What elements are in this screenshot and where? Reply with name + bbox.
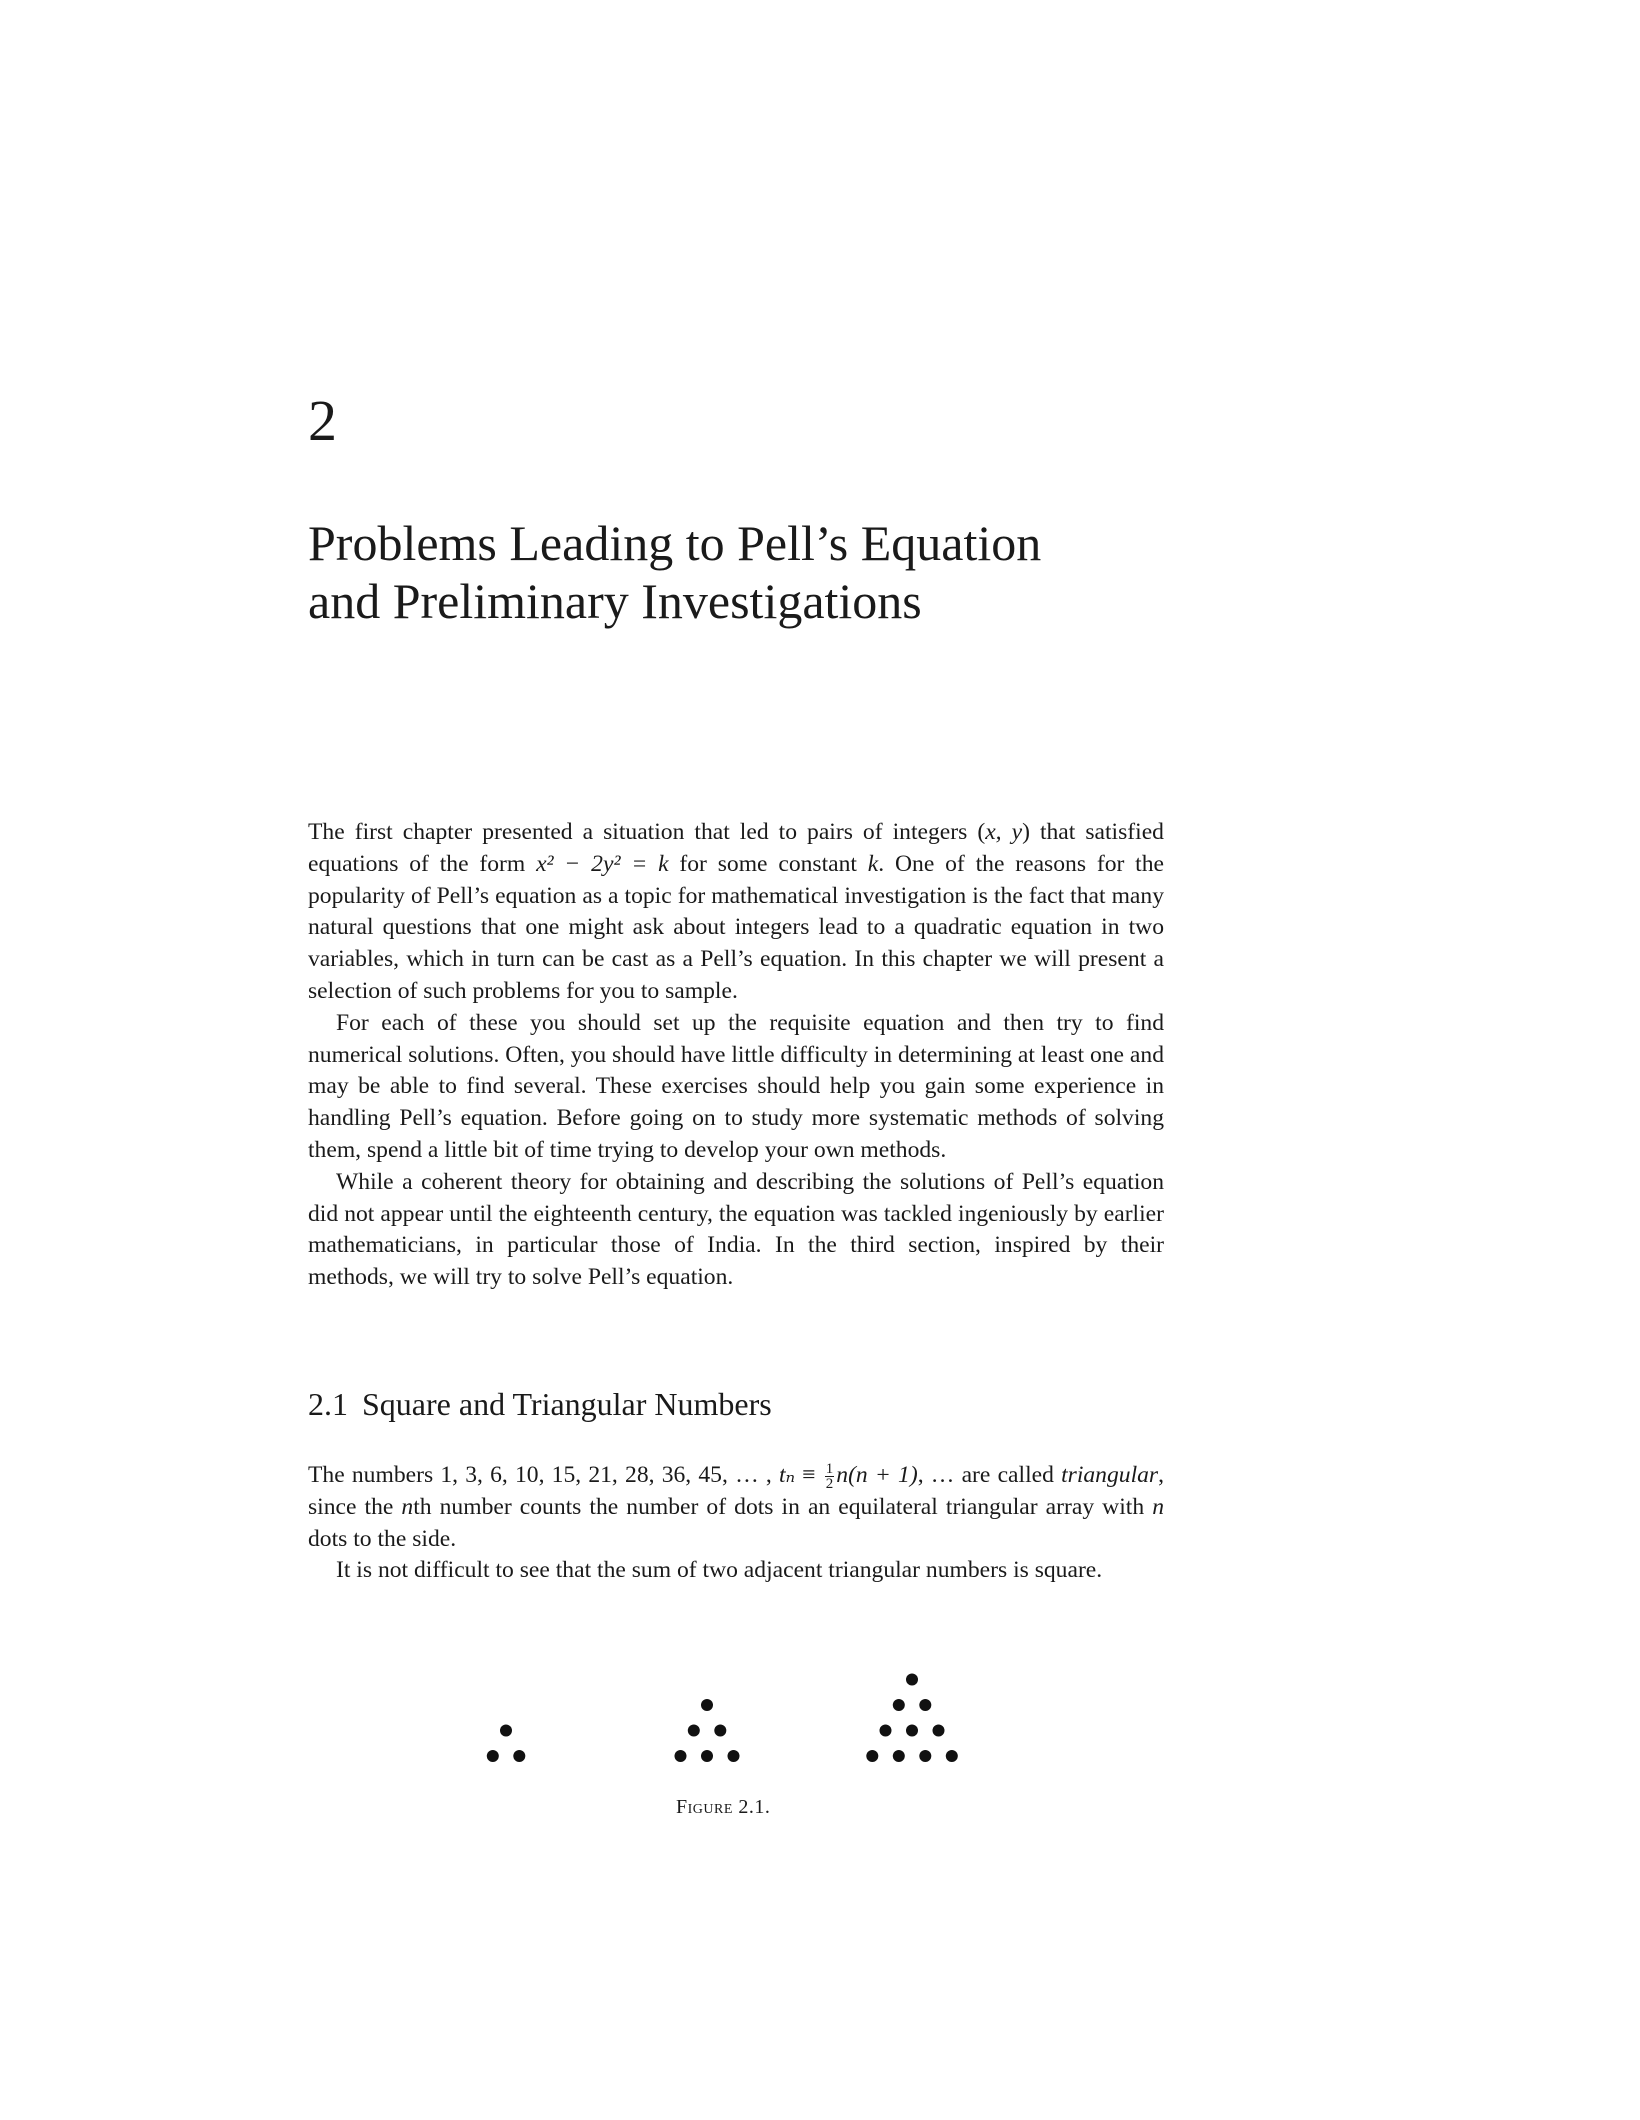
- section-body: [308, 1460, 1164, 1587]
- fraction-numerator: 1: [825, 1461, 834, 1478]
- dot: [906, 1674, 918, 1686]
- fraction-denominator: 2: [825, 1476, 834, 1493]
- triangle-array-2: [487, 1725, 526, 1763]
- math-xy: x, y: [985, 819, 1023, 845]
- section-paragraph-2: It is not difficult to see that the sum of two adjacent triangular numbers is square.: [336, 1557, 1103, 1584]
- math-k: k: [867, 850, 879, 877]
- triangle-array-4: [866, 1674, 958, 1763]
- dot: [866, 1750, 878, 1762]
- dot: [880, 1725, 892, 1737]
- dot: [513, 1750, 525, 1762]
- dot: [701, 1750, 713, 1762]
- math-equation: x² − 2y² = k: [536, 850, 669, 877]
- dot: [701, 1699, 713, 1711]
- chapter-title-line-2: and Preliminary Investigations: [308, 573, 922, 629]
- text-run: . One of the reasons for the popularity of Pell’s equation as a topic for mathematical investigation is the fact that many natural questions that one might ask about integers lead to a quadratic equation in two variables, which in turn can be cast as a Pell’s equation. In this chapter we will present a selection of such problems for you to sample.: [308, 850, 1164, 1004]
- dot: [675, 1750, 687, 1762]
- figure-caption-number: 2.1.: [738, 1796, 771, 1818]
- dot: [500, 1725, 512, 1737]
- dot: [906, 1725, 918, 1737]
- dot: [893, 1699, 905, 1711]
- dot: [688, 1725, 700, 1737]
- chapter-title-line-1: Problems Leading to Pell’s Equation: [308, 515, 1042, 571]
- dot: [946, 1750, 958, 1762]
- section-number: 2.1: [308, 1386, 348, 1422]
- math-n: n: [1152, 1493, 1164, 1520]
- chapter-number: 2: [308, 388, 337, 453]
- intro-paragraph-1: [308, 817, 1164, 1008]
- intro-paragraph-2: For each of these you should set up the requisite equation and then try to find numerical solutions. Often, you should have little difficulty in determining at least one and may be able to find several. These exercises should help you gain some experience in handling Pell’s equation. Before going on to study more systematic methods of solving them, spend a little bit of time trying to develop your own methods.: [308, 1009, 1164, 1163]
- dot: [487, 1750, 499, 1762]
- figure-caption-label: Figure: [676, 1796, 733, 1818]
- math-n: n: [401, 1493, 414, 1520]
- text-run: The numbers 1, 3, 6, 10, 15, 21, 28, 36, 45, … ,: [308, 1462, 779, 1488]
- section-title: Square and Triangular Numbers: [362, 1386, 772, 1422]
- dot: [919, 1750, 931, 1762]
- term-triangular: triangular: [1061, 1462, 1159, 1488]
- math-formula: n(n + 1): [836, 1462, 918, 1488]
- dot: [893, 1750, 905, 1762]
- text-run: The first chapter presented a situation that led to pairs of integers (: [308, 819, 986, 845]
- fraction-one-half: [825, 1462, 835, 1491]
- text-run: , since the: [308, 1462, 1165, 1520]
- chapter-title: [308, 514, 1288, 630]
- math-tn: tₙ: [778, 1462, 796, 1488]
- text-run: , … are called: [917, 1462, 1062, 1488]
- dot: [728, 1750, 740, 1762]
- intro-paragraph-3: While a coherent theory for obtaining and describing the solutions of Pell’s equation did not appear until the eighteenth century, the equation was tackled ingeniously by earlier mathematicians, in particular those of India. In the third section, inspired by their methods, we will try to solve Pell’s equation.: [308, 1168, 1164, 1291]
- text-run: ) that satisfied equations of the form: [308, 819, 1164, 877]
- text-run: dots to the side.: [308, 1525, 457, 1552]
- section-paragraph-1: [308, 1460, 1164, 1555]
- section-heading: [308, 1388, 772, 1420]
- triangle-array-3: [675, 1699, 740, 1762]
- dot: [919, 1699, 931, 1711]
- text-run: for some constant: [668, 850, 868, 877]
- dot: [933, 1725, 945, 1737]
- dot: [714, 1725, 726, 1737]
- figure-caption: [676, 1796, 770, 1819]
- text-run: ≡: [795, 1462, 823, 1488]
- text-run: th number counts the number of dots in an equilateral triangular array with: [413, 1493, 1153, 1520]
- chapter-intro: [308, 817, 1164, 1294]
